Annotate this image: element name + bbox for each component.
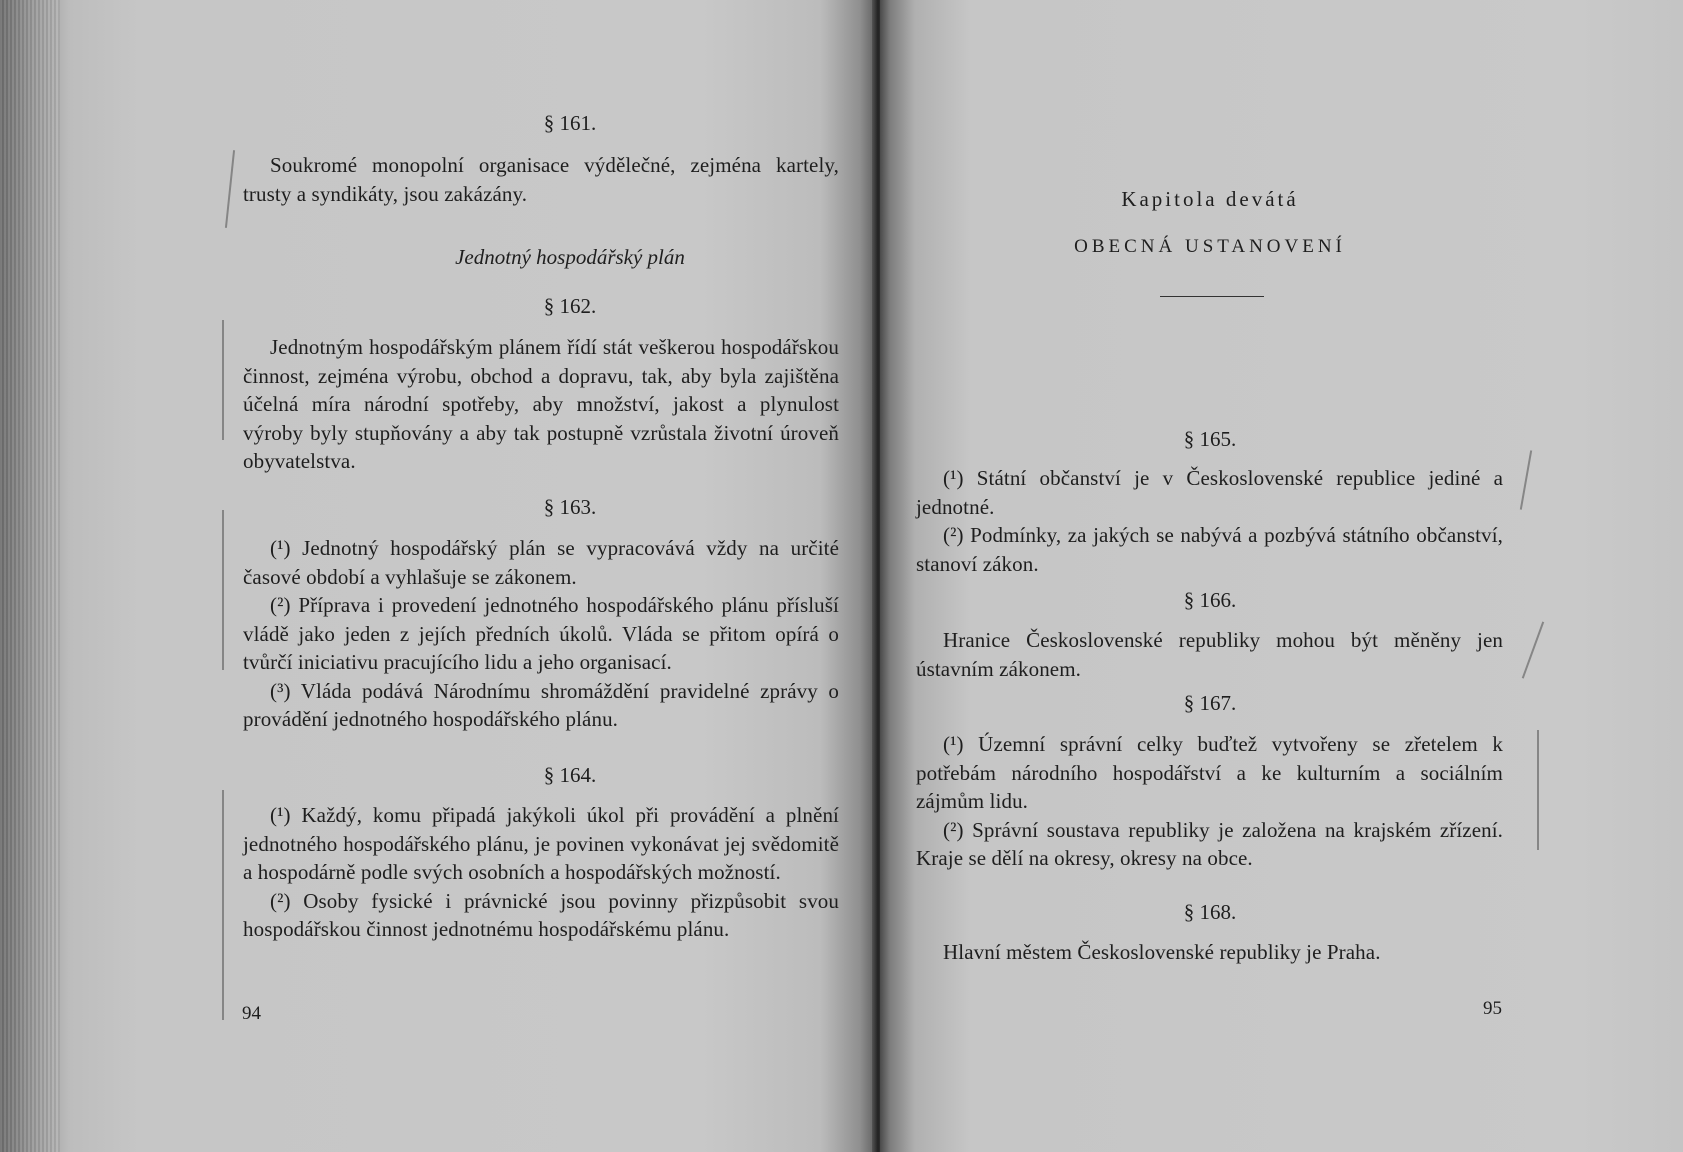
section-heading-168: § 168.	[1183, 900, 1237, 924]
paragraph: (¹) Územní správní celky buďtež vytvořeny se zřetelem k potřebám národního hospodářství a ke kulturním a sociálním zájmům lidu.	[916, 732, 1503, 813]
paragraph: Hlavní městem Československé republiky je Praha.	[943, 940, 1381, 964]
paragraph: (¹) Státní občanství je v Československé republice jediné a jednotné.	[916, 466, 1503, 519]
pencil-mark	[222, 320, 224, 440]
section-heading-162: § 162.	[543, 294, 597, 318]
section-165	[916, 464, 1503, 578]
section-161	[243, 151, 839, 208]
divider	[1160, 296, 1264, 297]
paragraph: Soukromé monopolní organisace výdělečné, zejména kartely, trusty a syndikáty, jsou zakázány.	[243, 153, 839, 206]
section-heading-165: § 165.	[1183, 427, 1237, 451]
chapter-title: OBECNÁ USTANOVENÍ	[1074, 236, 1346, 257]
pencil-mark	[1522, 622, 1544, 679]
paragraph: (²) Správní soustava republiky je založena na krajském zřízení. Kraje se dělí na okresy, okresy na obce.	[916, 817, 1503, 870]
paragraph: (³) Vláda podává Národnímu shromáždění pravidelné zprávy o provádění jednotného hospodářského plánu.	[243, 678, 839, 731]
page-edges	[0, 0, 60, 1152]
paragraph: (²) Osoby fysické i právnické jsou povinny přizpůsobit svou hospodářskou činnost jednotnému hospodářskému plánu.	[243, 888, 839, 941]
paragraph: (¹) Jednotný hospodářský plán se vypracovává vždy na určité časové období a vyhlašuje se zákonem.	[243, 536, 839, 589]
paragraph: (²) Příprava i provedení jednotného hospodářského plánu přísluší vládě jako jeden z jejích předních úkolů. Vláda se přitom opírá o tvůrčí iniciativu pracujícího lidu a jeho organisací.	[243, 593, 839, 674]
page-number: 95	[1483, 998, 1502, 1019]
section-162	[243, 333, 839, 476]
section-heading-167: § 167.	[1183, 691, 1237, 715]
chapter-label: Kapitola devátá	[1121, 187, 1299, 211]
section-heading-166: § 166.	[1183, 588, 1237, 612]
pencil-mark	[222, 790, 224, 1020]
section-163	[243, 534, 839, 734]
section-167	[916, 730, 1503, 873]
page-number: 94	[242, 1003, 261, 1024]
section-heading-161: § 161.	[543, 111, 597, 135]
pencil-mark	[1520, 450, 1532, 509]
pencil-mark	[225, 150, 235, 228]
section-heading-163: § 163.	[543, 495, 597, 519]
paragraph: (²) Podmínky, za jakých se nabývá a pozbývá státního občanství, stanoví zákon.	[916, 523, 1503, 576]
pencil-mark	[1537, 730, 1539, 850]
section-heading-164: § 164.	[543, 763, 597, 787]
right-page	[880, 0, 1683, 1152]
paragraph: Hranice Československé republiky mohou být měněny jen ústavním zákonem.	[916, 628, 1503, 681]
section-168	[916, 938, 1503, 967]
section-164	[243, 801, 839, 944]
section-title: Jednotný hospodářský plán	[455, 245, 685, 269]
pencil-mark	[222, 510, 224, 670]
section-166	[916, 626, 1503, 683]
paragraph: Jednotným hospodářským plánem řídí stát veškerou hospodářskou činnost, zejména výrobu, obchod a dopravu, tak, aby byla zajištěna účelná míra národní spotřeby, aby množství, jakost a plynulost výroby byly stupňovány a aby tak postupně vzrůstala životní úroveň obyvatelstva.	[243, 335, 839, 473]
paragraph: (¹) Každý, komu připadá jakýkoli úkol při provádění a plnění jednotného hospodářského plánu, je povinen vykonávat jej svědomitě a hospodárně podle svých osobních a hospodářských možností.	[243, 803, 839, 884]
